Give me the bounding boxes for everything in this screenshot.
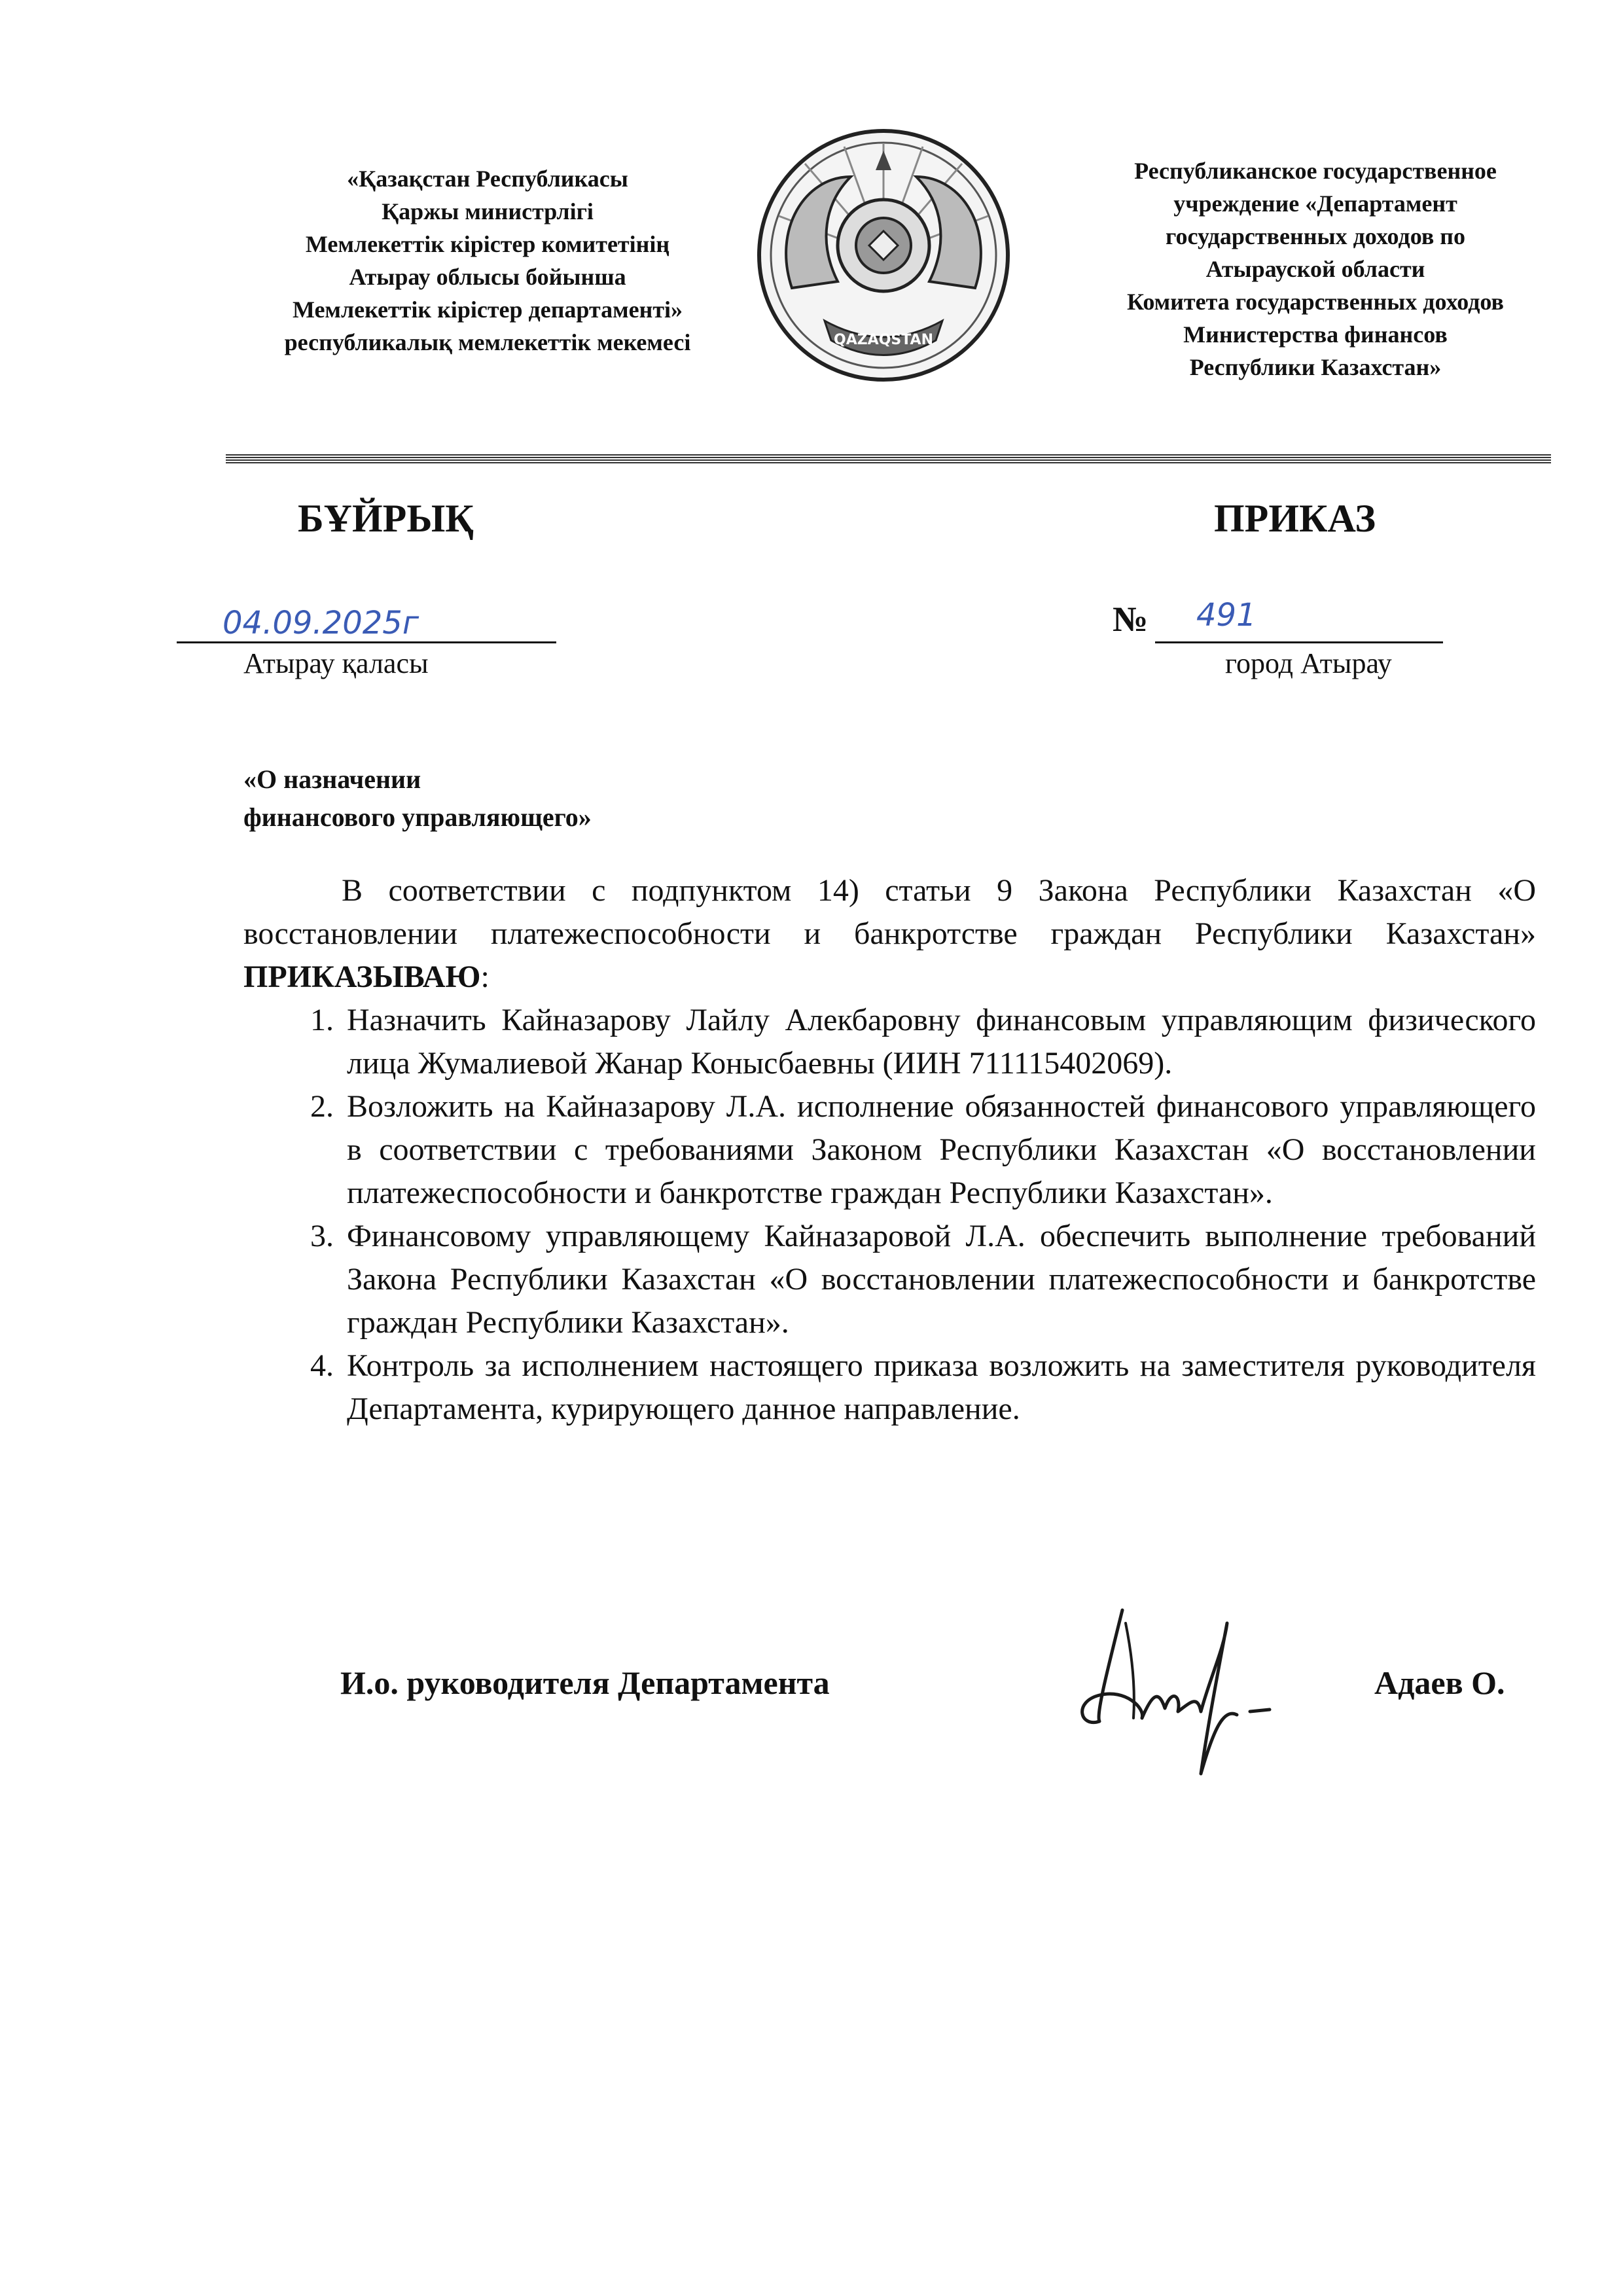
header-left-line: Атырау облысы бойынша (349, 264, 626, 290)
header-left-line: Мемлекеттік кірістер комитетінің (305, 231, 670, 257)
header-right-line: Республики Казахстан» (1189, 354, 1442, 380)
header-right-line: государственных доходов по (1166, 223, 1465, 249)
handwritten-signature (1060, 1597, 1296, 1793)
city-kz: Атырау қаласы (243, 647, 429, 679)
order-item: 1. Назначить Кайназарову Лайлу Алекбаровну финансовым управляющим физического лица Жумалиевой Жанар Конысбаевны (ИИН 711115402069). (342, 999, 1536, 1085)
order-colon: : (480, 960, 490, 994)
header-divider (226, 454, 1551, 463)
doc-type-ru: ПРИКАЗ (1214, 497, 1376, 540)
date-handwritten: 04.09.2025г (223, 605, 419, 641)
number-sign: № (1113, 600, 1149, 639)
state-emblem (746, 124, 1021, 386)
header-right-line: Атырауской области (1205, 256, 1425, 282)
date-underline (177, 641, 556, 643)
order-subject (243, 761, 592, 836)
header-right-line: Республиканское государственное (1134, 158, 1497, 184)
signatory-title: И.о. руководителя Департамента (340, 1664, 830, 1701)
doc-type-kz: БҰЙРЫҚ (298, 497, 474, 540)
order-item: 4. Контроль за исполнением настоящего приказа возложить на заместителя руководителя Департамента, курирующего данное направление. (342, 1344, 1536, 1431)
number-underline (1155, 641, 1443, 643)
subject-line: финансового управляющего» (243, 802, 592, 832)
header-left-line: Мемлекеттік кірістер департаменті» (292, 296, 683, 323)
emblem-text: QAZAQSTAN (834, 332, 933, 348)
preamble-text: В соответствии с подпунктом 14) статьи 9 Закона Республики Казахстан «О восстановлении платежеспособности и банкротстве граждан Республики Казахстан» (243, 873, 1536, 951)
header-right-line: учреждение «Департамент (1173, 190, 1457, 217)
order-body (243, 869, 1536, 1431)
city-ru: город Атырау (1225, 647, 1392, 679)
order-item: 2. Возложить на Кайназарову Л.А. исполнение обязанностей финансового управляющего в соответствии с требованиями Законом Республики Казахстан «О восстановлении платежеспособности и банкротстве граждан Республики Казахстан». (342, 1085, 1536, 1215)
subject-line: «О назначении (243, 764, 421, 794)
header-left-line: Қаржы министрлігі (382, 198, 594, 224)
order-word: ПРИКАЗЫВАЮ (243, 960, 481, 994)
order-item: 3. Финансовому управляющему Кайназаровой Л.А. обеспечить выполнение требований Закона Республики Казахстан «О восстановлении платежеспособности и банкротстве граждан Республики Казахстан». (342, 1215, 1536, 1344)
order-items-list (243, 999, 1536, 1431)
header-right-line: Комитета государственных доходов (1127, 289, 1504, 315)
signer-name: Адаев О. (1374, 1664, 1505, 1701)
header-right-block (1047, 154, 1584, 384)
header-right-line: Министерства финансов (1183, 321, 1448, 348)
header-left-line: «Қазақстан Республикасы (347, 166, 628, 192)
order-number-handwritten: 491 (1196, 597, 1257, 634)
preamble-paragraph (243, 869, 1536, 999)
header-left-block (236, 162, 740, 359)
header-left-line: республикалық мемлекеттік мекемесі (284, 329, 691, 355)
